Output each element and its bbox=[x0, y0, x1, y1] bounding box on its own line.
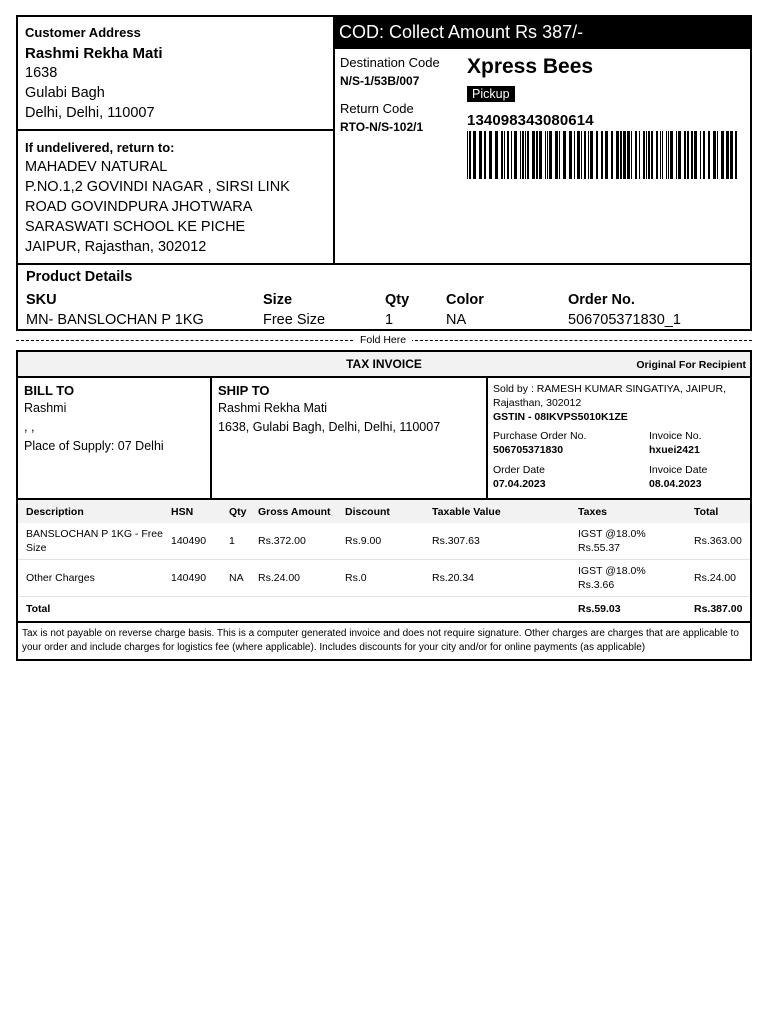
item-gross: Rs.24.00 bbox=[258, 572, 301, 584]
invoice-title: TAX INVOICE bbox=[346, 357, 422, 371]
destination-code: N/S-1/53B/007 bbox=[340, 74, 420, 88]
column-header: Taxable Value bbox=[432, 506, 501, 518]
barcode-bar bbox=[507, 131, 509, 179]
item-description: Other Charges bbox=[26, 572, 95, 584]
order-no-header: Order No. bbox=[568, 292, 635, 308]
barcode-bar bbox=[660, 131, 661, 179]
return-address-line: JAIPUR, Rajasthan, 302012 bbox=[25, 239, 207, 255]
barcode-bar bbox=[635, 131, 637, 179]
barcode-bar bbox=[469, 131, 471, 179]
barcode-bar bbox=[703, 131, 705, 179]
column-header: Taxes bbox=[578, 506, 607, 518]
order-date: 07.04.2023 bbox=[493, 478, 546, 490]
customer-address-line: Delhi, Delhi, 110007 bbox=[25, 105, 155, 121]
barcode-bar bbox=[569, 131, 572, 179]
barcode-bar bbox=[555, 131, 558, 179]
ship-to-line: Rashmi Rekha Mati bbox=[218, 401, 328, 415]
barcode-bar bbox=[662, 131, 663, 179]
barcode-bar bbox=[525, 131, 526, 179]
barcode-bar bbox=[735, 131, 737, 179]
barcode-bar bbox=[639, 131, 640, 179]
item-taxes: IGST @18.0% Rs.55.37 bbox=[578, 528, 646, 554]
customer-name: Rashmi Rekha Mati bbox=[25, 45, 163, 62]
tax-invoice bbox=[16, 350, 752, 661]
column-header: Discount bbox=[345, 506, 390, 518]
barcode-bar bbox=[713, 131, 716, 179]
invoice-date-label: Invoice Date bbox=[649, 464, 708, 476]
barcode-bar bbox=[596, 131, 598, 179]
barcode-bar bbox=[666, 131, 667, 179]
barcode-bar bbox=[549, 131, 552, 179]
bill-to-line: Rashmi bbox=[24, 401, 67, 415]
return-address-line: ROAD GOVINDPURA JHOTWARA bbox=[25, 199, 253, 215]
cod-amount-banner: COD: Collect Amount Rs 387/- bbox=[335, 17, 750, 49]
barcode-bar bbox=[616, 131, 619, 179]
ship-to-heading: SHIP TO bbox=[218, 383, 270, 398]
bill-to-line: , , bbox=[24, 420, 35, 434]
barcode-bar bbox=[539, 131, 542, 179]
ship-to-line: 1638, Gulabi Bagh, Delhi, Delhi, 110007 bbox=[218, 420, 441, 434]
barcode-bar bbox=[501, 131, 503, 179]
qty-header: Qty bbox=[385, 292, 410, 308]
barcode-bar bbox=[700, 131, 701, 179]
column-header: Total bbox=[694, 506, 719, 518]
return-address-line: MAHADEV NATURAL bbox=[25, 159, 168, 175]
item-total: Rs.24.00 bbox=[694, 572, 737, 584]
items-header-row bbox=[18, 500, 750, 523]
seller-section bbox=[488, 378, 750, 498]
order-date-label: Order Date bbox=[493, 464, 545, 476]
barcode-bar bbox=[721, 131, 724, 179]
barcode-bar bbox=[717, 131, 718, 179]
return-address-line: SARASWATI SCHOOL KE PICHE bbox=[25, 219, 246, 235]
barcode-bar bbox=[651, 131, 653, 179]
barcode-bar bbox=[643, 131, 645, 179]
barcode-bar bbox=[511, 131, 512, 179]
barcode-bar bbox=[668, 131, 669, 179]
barcode-bar bbox=[584, 131, 586, 179]
pickup-badge: Pickup bbox=[467, 86, 515, 102]
barcode-bar bbox=[605, 131, 608, 179]
barcode-icon bbox=[467, 131, 741, 179]
item-total: Rs.363.00 bbox=[694, 535, 742, 547]
size-header: Size bbox=[263, 292, 293, 308]
product-details bbox=[16, 263, 752, 331]
fold-label: Fold Here bbox=[354, 334, 412, 346]
barcode-bar bbox=[489, 131, 492, 179]
barcode-bar bbox=[559, 131, 560, 179]
item-description: BANSLOCHAN P 1KG - Free Size bbox=[26, 528, 163, 554]
barcode-bar bbox=[678, 131, 681, 179]
barcode-bar bbox=[708, 131, 710, 179]
qty-value: 1 bbox=[385, 312, 394, 328]
color-value: NA bbox=[446, 312, 467, 328]
customer-address-line: 1638 bbox=[25, 65, 58, 81]
barcode-bar bbox=[656, 131, 658, 179]
return-code-label: Return Code bbox=[340, 101, 414, 116]
invoice-number-label: Invoice No. bbox=[649, 430, 702, 442]
barcode-bar bbox=[545, 131, 546, 179]
barcode-bar bbox=[536, 131, 538, 179]
return-code: RTO-N/S-102/1 bbox=[340, 120, 424, 134]
item-gross: Rs.372.00 bbox=[258, 535, 306, 547]
barcode-bar bbox=[730, 131, 733, 179]
size-value: Free Size bbox=[263, 312, 326, 328]
invoice-copy-label: Original For Recipient bbox=[636, 359, 746, 371]
courier-name: Xpress Bees bbox=[467, 55, 594, 78]
item-taxes: IGST @18.0% Rs.3.66 bbox=[578, 565, 646, 591]
routing-codes bbox=[340, 55, 460, 137]
sold-by-line: Rajasthan, 302012 bbox=[493, 397, 582, 409]
customer-address-heading: Customer Address bbox=[25, 25, 141, 40]
barcode-bar bbox=[631, 131, 632, 179]
barcode-bar bbox=[484, 131, 486, 179]
seller-gstin: GSTIN - 08IKVPS5010K1ZE bbox=[493, 411, 628, 423]
awb-number: 134098343080614 bbox=[467, 112, 594, 129]
column-header: Gross Amount bbox=[258, 506, 331, 518]
customer-address-section bbox=[18, 17, 335, 131]
total-taxes: Rs.59.03 bbox=[578, 603, 621, 615]
column-header: Qty bbox=[229, 506, 247, 518]
return-address-section bbox=[18, 131, 335, 265]
po-number-label: Purchase Order No. bbox=[493, 430, 587, 442]
item-qty: NA bbox=[229, 572, 244, 584]
order-no-value: 506705371830_1 bbox=[568, 312, 681, 328]
invoice-number: hxuei2421 bbox=[649, 444, 700, 456]
sku-value: MN- BANSLOCHAN P 1KG bbox=[26, 312, 204, 328]
total-amount: Rs.387.00 bbox=[694, 603, 743, 615]
item-hsn: 140490 bbox=[171, 572, 207, 584]
barcode-bar bbox=[684, 131, 686, 179]
return-address-line: P.NO.1,2 GOVINDI NAGAR , SIRSI LINK bbox=[25, 179, 290, 195]
barcode-bar bbox=[590, 131, 593, 179]
barcode-bar bbox=[646, 131, 647, 179]
color-header: Color bbox=[446, 292, 484, 308]
item-taxable: Rs.307.63 bbox=[432, 535, 480, 547]
table-row bbox=[18, 523, 750, 560]
total-row bbox=[18, 597, 750, 621]
barcode-bar bbox=[527, 131, 529, 179]
product-details-title: Product Details bbox=[26, 269, 133, 285]
bill-to-line: Place of Supply: 07 Delhi bbox=[24, 439, 164, 453]
barcode-bar bbox=[495, 131, 498, 179]
barcode-bar bbox=[473, 131, 476, 179]
column-header: Description bbox=[26, 506, 84, 518]
barcode-bar bbox=[532, 131, 535, 179]
invoice-items-table bbox=[18, 498, 750, 623]
item-qty: 1 bbox=[229, 535, 235, 547]
sold-by-line: Sold by : RAMESH KUMAR SINGATIYA, JAIPUR, bbox=[493, 383, 726, 395]
barcode-bar bbox=[479, 131, 482, 179]
barcode-bar bbox=[620, 131, 622, 179]
barcode-bar bbox=[467, 131, 468, 179]
barcode-bar bbox=[577, 131, 580, 179]
barcode-bar bbox=[504, 131, 505, 179]
destination-code-label: Destination Code bbox=[340, 55, 440, 70]
barcode-bar bbox=[676, 131, 677, 179]
barcode-bar bbox=[601, 131, 603, 179]
barcode-bar bbox=[623, 131, 626, 179]
item-discount: Rs.9.00 bbox=[345, 535, 382, 547]
barcode-bar bbox=[581, 131, 582, 179]
barcode-bar bbox=[694, 131, 697, 179]
invoice-footnote: Tax is not payable on reverse charge basis. This is a computer generated invoice and does not require signature. Other charges are charges that are applicable to your order and include charges for logistics fee (where applicable). Includes discounts for your city and/or for online payments (as applicable) bbox=[22, 628, 739, 653]
invoice-date: 08.04.2023 bbox=[649, 478, 702, 490]
barcode-bar bbox=[648, 131, 650, 179]
barcode-bar bbox=[574, 131, 575, 179]
barcode-bar bbox=[670, 131, 673, 179]
shipping-label bbox=[16, 15, 752, 265]
barcode-bar bbox=[588, 131, 589, 179]
barcode-bar bbox=[687, 131, 689, 179]
po-number: 506705371830 bbox=[493, 444, 564, 456]
barcode-bar bbox=[611, 131, 613, 179]
table-row bbox=[18, 560, 750, 597]
customer-address-line: Gulabi Bagh bbox=[25, 85, 105, 101]
item-taxable: Rs.20.34 bbox=[432, 572, 475, 584]
barcode-bar bbox=[563, 131, 566, 179]
bill-to-heading: BILL TO bbox=[24, 383, 75, 398]
return-address-heading: If undelivered, return to: bbox=[25, 140, 175, 155]
barcode-bar bbox=[520, 131, 521, 179]
barcode-bar bbox=[522, 131, 524, 179]
total-label: Total bbox=[26, 603, 51, 615]
bill-to-section bbox=[18, 378, 212, 498]
ship-to-section bbox=[212, 378, 488, 498]
courier-section bbox=[467, 53, 747, 179]
item-discount: Rs.0 bbox=[345, 572, 367, 584]
column-header: HSN bbox=[171, 506, 194, 518]
barcode-bar bbox=[691, 131, 693, 179]
item-hsn: 140490 bbox=[171, 535, 207, 547]
barcode-bar bbox=[547, 131, 548, 179]
barcode-bar bbox=[726, 131, 729, 179]
barcode-bar bbox=[627, 131, 630, 179]
invoice-header bbox=[18, 352, 750, 378]
sku-header: SKU bbox=[26, 292, 57, 308]
barcode-bar bbox=[514, 131, 517, 179]
